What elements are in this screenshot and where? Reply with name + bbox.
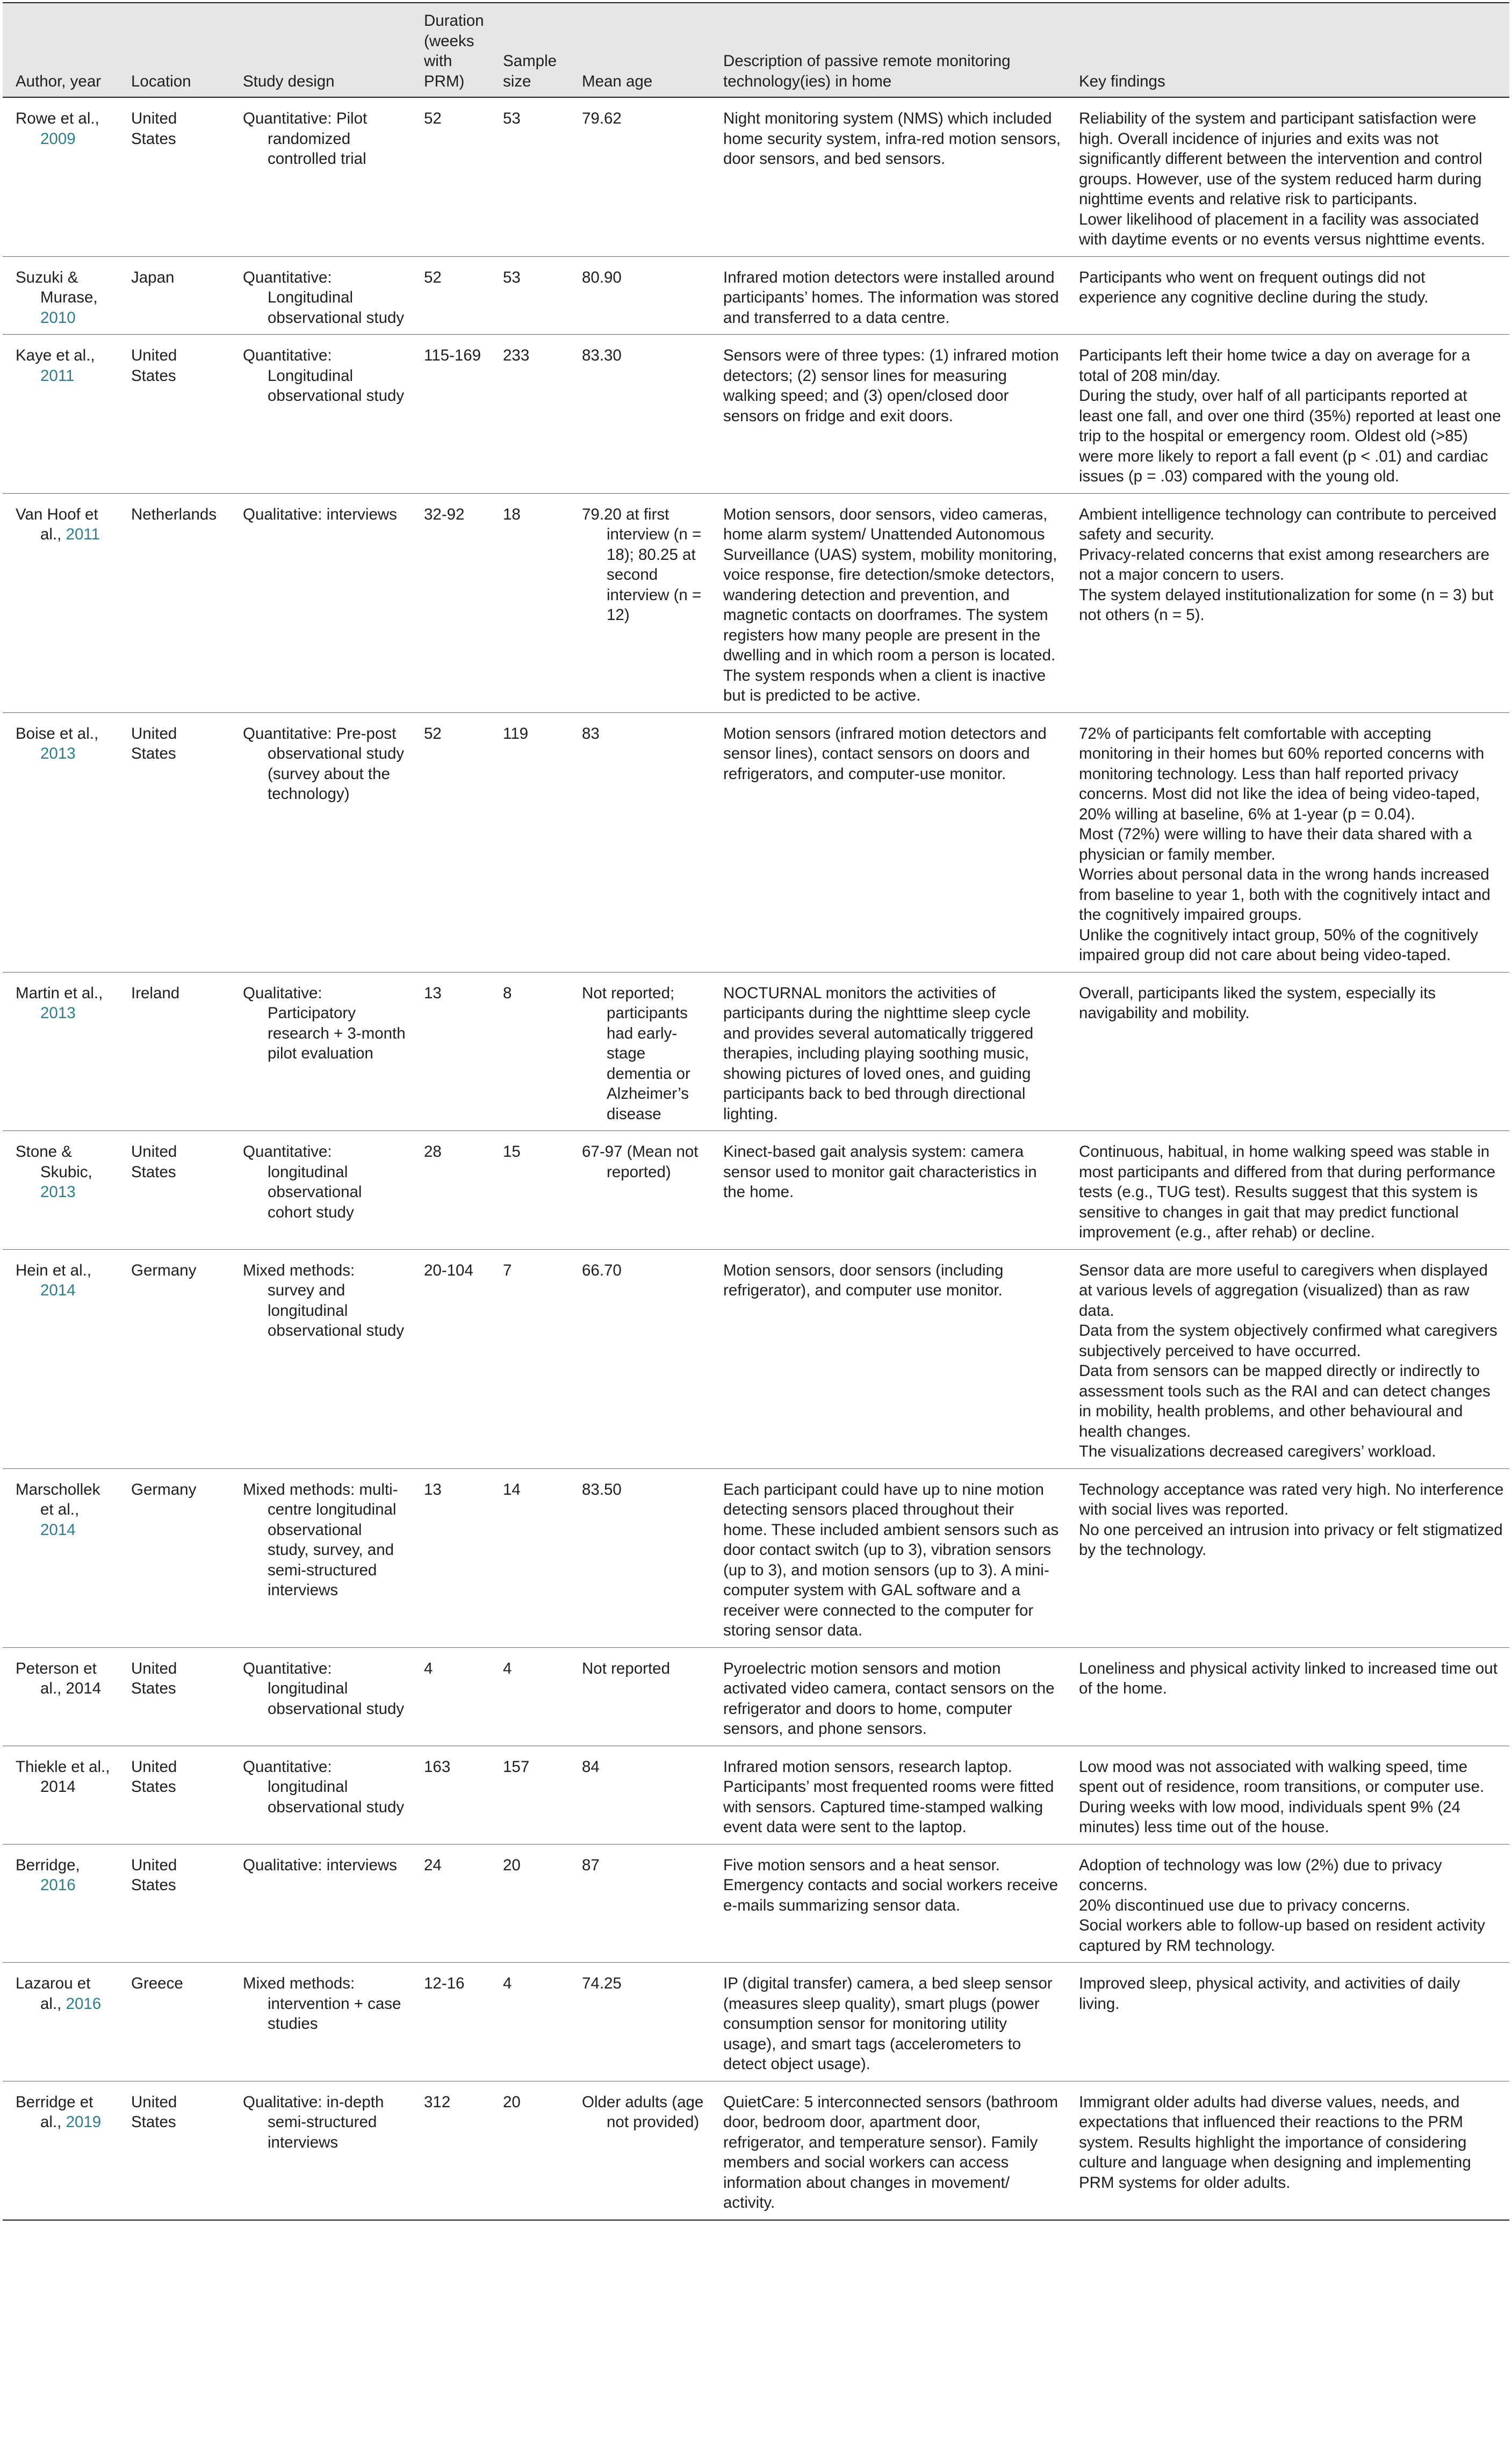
- header-tech: Description of passive remote monitoring technology(ies) in home: [710, 3, 1066, 97]
- design-cell: [230, 972, 411, 1131]
- design-text: Quantitative: longitudinal observational cohort study: [243, 1143, 362, 1221]
- duration-text: 52: [424, 110, 442, 127]
- table-header: [3, 3, 1509, 97]
- tech-cell: [710, 1963, 1066, 2081]
- finding-paragraph: 20% discontinued use due to privacy concerns.: [1079, 1896, 1410, 1914]
- age-text: 83.30: [582, 347, 622, 364]
- author-name: Marschollek et al.,: [16, 1480, 100, 1518]
- table-row: [3, 1963, 1509, 2081]
- age-text: 80.90: [582, 268, 622, 286]
- year-link[interactable]: 2013: [40, 1004, 76, 1022]
- sample-cell: [490, 1468, 569, 1647]
- age-cell: [569, 335, 710, 494]
- finding-paragraph: Participants left their home twice a day on average for a total of 208 min/day.: [1079, 347, 1471, 385]
- duration-text: 32-92: [424, 505, 465, 523]
- location-text: Germany: [131, 1480, 197, 1498]
- sample-cell: [490, 2081, 569, 2220]
- location-cell: [118, 1249, 230, 1468]
- location-cell: [118, 1647, 230, 1746]
- age-text: Not reported: [582, 1659, 670, 1677]
- age-text: 84: [582, 1757, 600, 1776]
- findings-cell: [1066, 493, 1509, 712]
- sample-cell: [490, 97, 569, 256]
- design-cell: [230, 2081, 411, 2220]
- finding-paragraph: Lower likelihood of placement in a facility was associated with daytime events or no events versus nighttime events.: [1079, 210, 1485, 248]
- sample-text: 4: [503, 1659, 512, 1677]
- author-name: Thiekle et al., 2014: [16, 1757, 110, 1796]
- age-cell: [569, 493, 710, 712]
- sample-text: 14: [503, 1480, 521, 1498]
- duration-text: 20-104: [424, 1261, 473, 1279]
- tech-cell: [710, 1746, 1066, 1844]
- sample-cell: [490, 1963, 569, 2081]
- tech-cell: [710, 1249, 1066, 1468]
- age-cell: [569, 1746, 710, 1844]
- tech-text: Night monitoring system (NMS) which included home security system, infra-red motion sensors, door sensors, and bed sensors.: [723, 110, 1061, 168]
- tech-text: Motion sensors (infrared motion detectors and sensor lines), contact sensors on doors and refrigerators, and computer-use monitor.: [723, 724, 1047, 783]
- finding-paragraph: The visualizations decreased caregivers’ workload.: [1079, 1443, 1436, 1460]
- findings-cell: [1066, 335, 1509, 494]
- design-text: Quantitative: Longitudinal observational study: [243, 268, 405, 327]
- duration-text: 52: [424, 268, 442, 286]
- duration-cell: [411, 1746, 490, 1844]
- year-link[interactable]: 2013: [40, 745, 76, 762]
- age-cell: [569, 2081, 710, 2220]
- table-row: [3, 1844, 1509, 1963]
- duration-text: 115-169: [424, 347, 481, 364]
- age-cell: [569, 1468, 710, 1647]
- sample-cell: [490, 1746, 569, 1844]
- finding-paragraph: During weeks with low mood, individuals spent 9% (24 minutes) less time out of the house.: [1079, 1798, 1460, 1836]
- design-text: Qualitative: interviews: [243, 1856, 397, 1874]
- design-cell: [230, 1647, 411, 1746]
- age-text: Older adults (age not provided): [582, 2093, 704, 2131]
- table-row: [3, 335, 1509, 494]
- findings-cell: [1066, 1963, 1509, 2081]
- header-location: Location: [118, 3, 230, 97]
- sample-cell: [490, 1844, 569, 1963]
- location-cell: [118, 1963, 230, 2081]
- design-text: Qualitative: interviews: [243, 505, 397, 523]
- finding-paragraph: Most (72%) were willing to have their data shared with a physician or family member.: [1079, 825, 1472, 863]
- duration-cell: [411, 1647, 490, 1746]
- design-text: Qualitative: in-depth semi-structured interviews: [243, 2093, 384, 2151]
- location-text: United States: [131, 1143, 177, 1181]
- author-cell: [3, 1468, 118, 1647]
- design-text: Quantitative: Pre-post observational study (survey about the technology): [243, 724, 405, 803]
- header-sample: Sample size: [490, 3, 569, 97]
- duration-text: 4: [424, 1659, 433, 1677]
- age-cell: [569, 972, 710, 1131]
- year-link[interactable]: 2011: [66, 525, 100, 543]
- duration-text: 163: [424, 1757, 451, 1776]
- duration-cell: [411, 97, 490, 256]
- duration-text: 28: [424, 1143, 442, 1161]
- finding-paragraph: Loneliness and physical activity linked to increased time out of the home.: [1079, 1659, 1497, 1697]
- finding-paragraph: Worries about personal data in the wrong hands increased from baseline to year 1, both with the cognitively intact and the cognitively impaired groups.: [1079, 866, 1491, 924]
- finding-paragraph: No one perceived an intrusion into privacy or felt stigmatized by the technology.: [1079, 1521, 1503, 1559]
- location-text: Ireland: [131, 984, 180, 1002]
- table-body: [3, 97, 1509, 2220]
- tech-text: Five motion sensors and a heat sensor. Emergency contacts and social workers receive e-mails summarizing sensor data.: [723, 1856, 1059, 1914]
- author-name: Kaye et al.,: [16, 347, 95, 364]
- table-row: [3, 972, 1509, 1131]
- finding-paragraph: Ambient intelligence technology can contribute to perceived safety and security.: [1079, 505, 1497, 543]
- tech-text: Sensors were of three types: (1) infrared motion detectors; (2) sensor lines for measuring walking speed; and (3) open/closed door sensors on fridge and exit doors.: [723, 347, 1059, 425]
- design-cell: [230, 712, 411, 972]
- year-link[interactable]: 2014: [40, 1521, 76, 1539]
- sample-cell: [490, 493, 569, 712]
- tech-text: Kinect-based gait analysis system: camera sensor used to monitor gait characteristics in the home.: [723, 1143, 1037, 1201]
- author-cell: [3, 1131, 118, 1250]
- findings-cell: [1066, 972, 1509, 1131]
- duration-text: 12-16: [424, 1975, 465, 1992]
- table-row: [3, 1468, 1509, 1647]
- author-cell: [3, 493, 118, 712]
- location-text: Greece: [131, 1975, 183, 1992]
- location-text: United States: [131, 1659, 177, 1697]
- design-text: Quantitative: Pilot randomized controlled trial: [243, 110, 368, 168]
- author-name: Rowe et al.,: [16, 110, 99, 127]
- duration-cell: [411, 1963, 490, 2081]
- duration-cell: [411, 712, 490, 972]
- findings-cell: [1066, 1131, 1509, 1250]
- age-text: 79.62: [582, 110, 622, 127]
- duration-cell: [411, 1844, 490, 1963]
- age-text: 66.70: [582, 1261, 622, 1279]
- header-design: Study design: [230, 3, 411, 97]
- tech-cell: [710, 1468, 1066, 1647]
- sample-text: 20: [503, 2093, 521, 2111]
- tech-cell: [710, 1844, 1066, 1963]
- tech-cell: [710, 1647, 1066, 1746]
- location-text: United States: [131, 2093, 177, 2131]
- author-cell: [3, 712, 118, 972]
- finding-paragraph: Overall, participants liked the system, especially its navigability and mobility.: [1079, 984, 1436, 1022]
- tech-cell: [710, 335, 1066, 494]
- location-cell: [118, 1131, 230, 1250]
- tech-text: Infrared motion detectors were installed around participants’ homes. The information was stored and transferred to a data centre.: [723, 268, 1059, 327]
- location-text: United States: [131, 110, 177, 148]
- sample-cell: [490, 712, 569, 972]
- location-cell: [118, 972, 230, 1131]
- design-cell: [230, 1468, 411, 1647]
- year-link[interactable]: 2014: [40, 1281, 76, 1299]
- author-cell: [3, 972, 118, 1131]
- sample-text: 4: [503, 1975, 512, 1992]
- findings-cell: [1066, 256, 1509, 335]
- location-cell: [118, 335, 230, 494]
- sample-text: 53: [503, 268, 521, 286]
- tech-text: Motion sensors, door sensors (including refrigerator), and computer use monitor.: [723, 1261, 1004, 1299]
- author-cell: [3, 1963, 118, 2081]
- sample-text: 8: [503, 984, 512, 1002]
- age-text: 74.25: [582, 1975, 622, 1992]
- header-findings: Key findings: [1066, 3, 1509, 97]
- age-cell: [569, 97, 710, 256]
- sample-cell: [490, 1647, 569, 1746]
- table-row: [3, 1647, 1509, 1746]
- sample-text: 20: [503, 1856, 521, 1874]
- design-cell: [230, 1131, 411, 1250]
- table-row: [3, 256, 1509, 335]
- age-text: 83.50: [582, 1480, 622, 1498]
- sample-text: 15: [503, 1143, 521, 1161]
- table-row: [3, 1131, 1509, 1250]
- location-cell: [118, 1468, 230, 1647]
- header-duration: Duration (weeks with PRM): [411, 3, 490, 97]
- tech-cell: [710, 712, 1066, 972]
- tech-cell: [710, 972, 1066, 1131]
- design-cell: [230, 1963, 411, 2081]
- sample-text: 233: [503, 347, 530, 364]
- author-name: Berridge,: [16, 1856, 80, 1874]
- design-cell: [230, 493, 411, 712]
- duration-cell: [411, 972, 490, 1131]
- finding-paragraph: Continuous, habitual, in home walking speed was stable in most participants and differed from that during performance tests (e.g., TUG test). Results suggest that this system is sensitive to changes in gait that may predict functional improvement (e.g., after rehab) or decline.: [1079, 1143, 1496, 1241]
- location-cell: [118, 712, 230, 972]
- duration-cell: [411, 1249, 490, 1468]
- finding-paragraph: Sensor data are more useful to caregivers when displayed at various levels of aggregation (visualized) than as raw data.: [1079, 1261, 1488, 1320]
- finding-paragraph: Low mood was not associated with walking speed, time spent out of residence, room transitions, or computer use.: [1079, 1757, 1485, 1796]
- age-text: 67-97 (Mean not reported): [582, 1143, 699, 1181]
- author-cell: [3, 1746, 118, 1844]
- findings-cell: [1066, 1468, 1509, 1647]
- author-name: Berridge et al.,: [16, 2093, 93, 2131]
- duration-text: 24: [424, 1856, 442, 1874]
- location-cell: [118, 97, 230, 256]
- finding-paragraph: Privacy-related concerns that exist among researchers are not a major concern to users.: [1079, 545, 1490, 583]
- duration-cell: [411, 2081, 490, 2220]
- table-row: [3, 2081, 1509, 2220]
- year-link[interactable]: 2010: [40, 308, 76, 327]
- finding-paragraph: Data from the system objectively confirmed what caregivers subjectively perceived to have occurred.: [1079, 1322, 1497, 1360]
- finding-paragraph: Data from sensors can be mapped directly or indirectly to assessment tools such as the RAI and can detect changes in mobility, health problems, and other behavioural and health changes.: [1079, 1362, 1491, 1440]
- design-text: Mixed methods: survey and longitudinal observational study: [243, 1261, 405, 1339]
- tech-cell: [710, 493, 1066, 712]
- author-name: Martin et al.,: [16, 984, 103, 1002]
- design-text: Mixed methods: intervention + case studies: [243, 1975, 401, 2033]
- author-cell: [3, 2081, 118, 2220]
- duration-cell: [411, 493, 490, 712]
- age-cell: [569, 1249, 710, 1468]
- findings-cell: [1066, 712, 1509, 972]
- duration-text: 13: [424, 984, 442, 1002]
- author-name: Peterson et al., 2014: [16, 1659, 102, 1697]
- tech-text: NOCTURNAL monitors the activities of participants during the nighttime sleep cycle and provides several automatically triggered therapies, including playing soothing music, showing pictures of loved ones, and guiding participants back to bed through directional lighting.: [723, 984, 1034, 1123]
- author-cell: [3, 1844, 118, 1963]
- author-name: Boise et al.,: [16, 724, 99, 743]
- location-text: United States: [131, 1757, 177, 1796]
- finding-paragraph: Reliability of the system and participant satisfaction were high. Overall incidence of injuries and exits was not significantly different between the intervention and control groups. However, use of the system reduced harm during nighttime events and relative risk to participants.: [1079, 110, 1482, 208]
- location-cell: [118, 1746, 230, 1844]
- age-cell: [569, 1647, 710, 1746]
- tech-cell: [710, 1131, 1066, 1250]
- table-row: [3, 712, 1509, 972]
- design-cell: [230, 1249, 411, 1468]
- year-link[interactable]: 2009: [40, 129, 76, 148]
- design-text: Quantitative: longitudinal observational study: [243, 1659, 405, 1718]
- location-cell: [118, 256, 230, 335]
- design-cell: [230, 1746, 411, 1844]
- duration-cell: [411, 1468, 490, 1647]
- location-text: Netherlands: [131, 505, 217, 523]
- age-cell: [569, 712, 710, 972]
- tech-cell: [710, 256, 1066, 335]
- design-cell: [230, 256, 411, 335]
- design-cell: [230, 335, 411, 494]
- year-link[interactable]: 2019: [66, 2113, 102, 2131]
- year-link[interactable]: 2011: [40, 366, 75, 385]
- sample-text: 157: [503, 1757, 530, 1776]
- finding-paragraph: Improved sleep, physical activity, and activities of daily living.: [1079, 1975, 1460, 2013]
- author-name: Stone & Skubic,: [16, 1143, 92, 1181]
- finding-paragraph: Technology acceptance was rated very high. No interference with social lives was reported.: [1079, 1480, 1504, 1518]
- sample-cell: [490, 1249, 569, 1468]
- location-text: United States: [131, 724, 177, 762]
- author-name: Hein et al.,: [16, 1261, 92, 1279]
- finding-paragraph: Unlike the cognitively intact group, 50% of the cognitively impaired group did not care about being video-taped.: [1079, 926, 1478, 964]
- author-name: Suzuki & Murase,: [16, 268, 98, 306]
- author-cell: [3, 335, 118, 494]
- sample-cell: [490, 972, 569, 1131]
- findings-cell: [1066, 1249, 1509, 1468]
- location-text: Japan: [131, 268, 175, 286]
- tech-text: IP (digital transfer) camera, a bed sleep sensor (measures sleep quality), smart plugs (power consumption sensor for monitoring utility usage), and smart tags (accelerometers to detect object usage).: [723, 1975, 1053, 2073]
- location-cell: [118, 2081, 230, 2220]
- author-cell: [3, 256, 118, 335]
- finding-paragraph: 72% of participants felt comfortable with accepting monitoring in their homes but 60% reported concerns with monitoring technology. Less than half reported privacy concerns. Most did not like the idea of being video-taped, 20% willing at baseline, 6% at 1-year (p = 0.04).: [1079, 724, 1485, 823]
- findings-cell: [1066, 1844, 1509, 1963]
- finding-paragraph: Immigrant older adults had diverse values, needs, and expectations that influenced their reactions to the PRM system. Results highlight the importance of considering culture and language when designing and implementing PRM systems for older adults.: [1079, 2093, 1471, 2192]
- author-name: Lazarou et al.,: [16, 1975, 91, 2013]
- duration-cell: [411, 1131, 490, 1250]
- author-cell: [3, 1249, 118, 1468]
- sample-text: 53: [503, 110, 521, 127]
- findings-cell: [1066, 2081, 1509, 2220]
- finding-paragraph: Social workers able to follow-up based on resident activity captured by RM technology.: [1079, 1917, 1485, 1955]
- design-text: Qualitative: Participatory research + 3-month pilot evaluation: [243, 984, 406, 1062]
- sample-cell: [490, 1131, 569, 1250]
- duration-text: 13: [424, 1480, 442, 1498]
- age-cell: [569, 1963, 710, 2081]
- sample-text: 119: [503, 724, 529, 743]
- findings-cell: [1066, 97, 1509, 256]
- age-text: 87: [582, 1856, 600, 1874]
- duration-text: 312: [424, 2093, 451, 2111]
- finding-paragraph: The system delayed institutionalization for some (n = 3) but not others (n = 5).: [1079, 586, 1494, 624]
- finding-paragraph: During the study, over half of all participants reported at least one fall, and over one third (35%) reported at least one trip to the hospital or emergency room. Oldest old (>85) were more likely to report a fall event (p < .01) and cardiac issues (p = .03) compared with the young old.: [1079, 387, 1501, 485]
- author-cell: [3, 1647, 118, 1746]
- design-cell: [230, 1844, 411, 1963]
- year-link[interactable]: 2016: [40, 1876, 76, 1894]
- location-cell: [118, 493, 230, 712]
- duration-cell: [411, 335, 490, 494]
- header-author: Author, year: [3, 3, 118, 97]
- author-cell: [3, 97, 118, 256]
- age-text: Not reported; participants had early-stage dementia or Alzheimer’s disease: [582, 984, 690, 1123]
- table-row: [3, 1746, 1509, 1844]
- age-cell: [569, 256, 710, 335]
- finding-paragraph: Participants who went on frequent outings did not experience any cognitive decline during the study.: [1079, 268, 1429, 306]
- age-text: 83: [582, 724, 600, 743]
- year-link[interactable]: 2016: [66, 1994, 102, 2013]
- header-age: Mean age: [569, 3, 710, 97]
- tech-text: QuietCare: 5 interconnected sensors (bathroom door, bedroom door, apartment door, refrigerator, and temperature sensor). Family members and social workers can access information about changes in movement/ activity.: [723, 2093, 1059, 2211]
- studies-table: [3, 2, 1509, 2221]
- sample-cell: [490, 256, 569, 335]
- sample-text: 18: [503, 505, 521, 523]
- year-link[interactable]: 2013: [40, 1183, 76, 1201]
- design-text: Quantitative: Longitudinal observational study: [243, 347, 405, 405]
- author-name: Van Hoof et al.,: [16, 505, 98, 543]
- duration-cell: [411, 256, 490, 335]
- design-cell: [230, 97, 411, 256]
- finding-paragraph: Adoption of technology was low (2%) due to privacy concerns.: [1079, 1856, 1442, 1894]
- age-cell: [569, 1844, 710, 1963]
- sample-text: 7: [503, 1261, 512, 1279]
- table-row: [3, 1249, 1509, 1468]
- duration-text: 52: [424, 724, 442, 743]
- location-text: United States: [131, 1856, 177, 1894]
- tech-cell: [710, 97, 1066, 256]
- design-text: Quantitative: longitudinal observational study: [243, 1757, 405, 1816]
- table-row: [3, 493, 1509, 712]
- tech-cell: [710, 2081, 1066, 2220]
- location-cell: [118, 1844, 230, 1963]
- findings-cell: [1066, 1647, 1509, 1746]
- findings-cell: [1066, 1746, 1509, 1844]
- sample-cell: [490, 335, 569, 494]
- age-text: 79.20 at first interview (n = 18); 80.25 at second interview (n = 12): [582, 505, 702, 624]
- tech-text: Infrared motion sensors, research laptop. Participants’ most frequented rooms were fitted with sensors. Captured time-stamped walking event data were sent to the laptop.: [723, 1757, 1054, 1836]
- tech-text: Pyroelectric motion sensors and motion activated video camera, contact sensors on the refrigerator and doors to home, computer sensors, and phone sensors.: [723, 1659, 1055, 1738]
- table-row: [3, 97, 1509, 256]
- location-text: United States: [131, 347, 177, 385]
- design-text: Mixed methods: multi-centre longitudinal observational study, survey, and semi-structured interviews: [243, 1480, 398, 1599]
- tech-text: Motion sensors, door sensors, video cameras, home alarm system/ Unattended Autonomous Surveillance (UAS) system, mobility monitoring, voice response, fire detection/smoke detectors, wandering detection and prevention, and magnetic contacts on doorframes. The system registers how many people are present in the dwelling and in which room a person is located. The system responds when a client is inactive but is predicted to be active.: [723, 505, 1057, 704]
- tech-text: Each participant could have up to nine motion detecting sensors placed throughout their home. These included ambient sensors such as door contact switch (up to 3), vibration sensors (up to 3), and motion sensors (up to 3). A mini-computer system with GAL software and a receiver were connected to the computer for storing sensor data.: [723, 1480, 1059, 1639]
- location-text: Germany: [131, 1261, 197, 1279]
- age-cell: [569, 1131, 710, 1250]
